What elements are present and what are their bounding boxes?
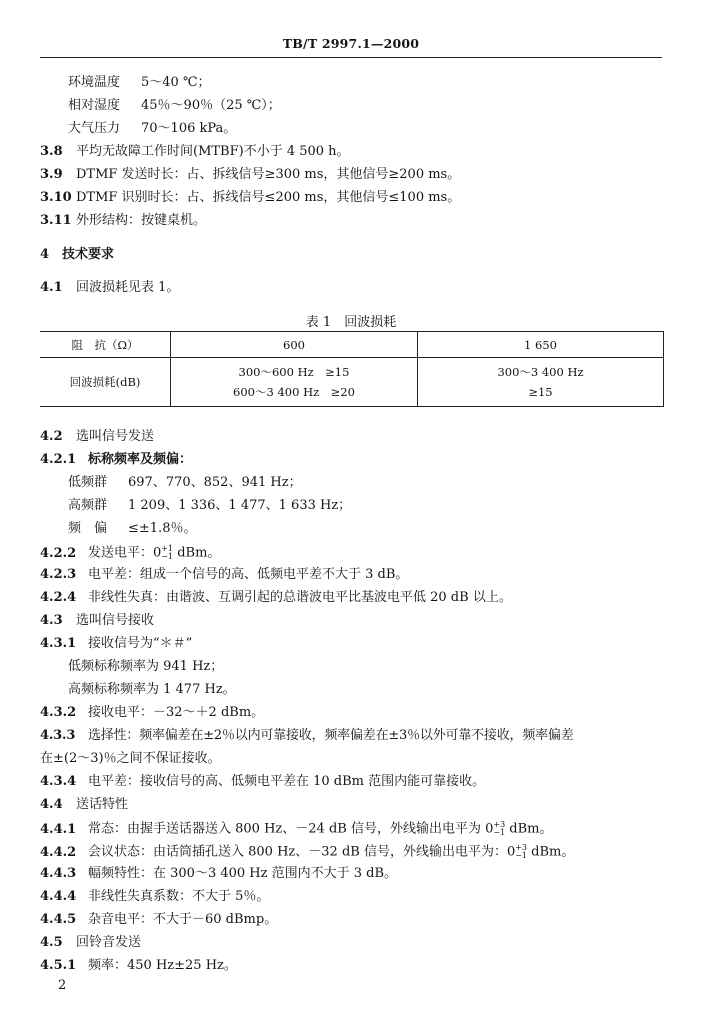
receive-low-freq-line: 低频标称频率为 941 Hz； <box>68 659 224 674</box>
clause-number: 4.4.3 <box>40 866 77 881</box>
tolerance-stack <box>515 844 527 860</box>
clause-text-suffix: dBm。 <box>505 821 553 837</box>
tolerance-stack <box>161 545 173 561</box>
clause-number: 4.2.4 <box>40 590 77 605</box>
clause-number: 4.2.3 <box>40 567 77 582</box>
freq-high-value: 1 209、1 336、1 477、1 633 Hz； <box>128 498 352 513</box>
clause-4-3-3-continuation: 在±(2～3)％之间不保证接收。 <box>40 751 221 766</box>
env-temperature-label: 环境温度 <box>68 75 121 90</box>
clause-number: 4.2.1 <box>40 452 77 467</box>
clause-number: 4.5 <box>40 935 63 950</box>
clause-number: 3.11 <box>40 213 72 228</box>
clause-4-4-5 <box>40 913 277 926</box>
clause-4-5-1 <box>40 959 237 972</box>
clause-text-suffix: dBm。 <box>173 545 221 561</box>
clause-text: 回铃音发送 <box>76 935 142 950</box>
clause-text: 接收电平：－32～＋2 dBm。 <box>88 705 265 720</box>
clause-number: 4.4.1 <box>40 821 77 837</box>
clause-number: 4.2 <box>40 429 63 444</box>
clause-number: 4.3.2 <box>40 705 77 720</box>
clause-4-3-2 <box>40 706 264 719</box>
env-humidity-label: 相对湿度 <box>68 98 121 113</box>
env-pressure-line <box>68 122 236 135</box>
clause-text: 平均无故障工作时间(MTBF)不小于 4 500 h。 <box>76 144 350 159</box>
clause-text: 非线性失真：由谐波、互调引起的总谐波电平比基波电平低 20 dB 以上。 <box>88 590 512 605</box>
clause-4-3-1 <box>40 637 192 650</box>
receive-high-freq-line: 高频标称频率为 1 477 Hz。 <box>68 682 236 697</box>
clause-4-2-1 <box>40 453 192 466</box>
table-cell-line: ≥15 <box>528 385 553 399</box>
clause-number: 4.2.2 <box>40 545 77 561</box>
clause-text-prefix: 发送电平：0 <box>88 545 162 561</box>
clause-4-3-4 <box>40 775 485 788</box>
clause-4-5 <box>40 936 141 949</box>
env-pressure-value: 70～106 kPa。 <box>141 121 237 136</box>
clause-text: 杂音电平：不大于－60 dBmp。 <box>88 912 278 927</box>
clause-3-11 <box>40 214 206 227</box>
tolerance-plus: +1 <box>161 544 174 553</box>
clause-3-8 <box>40 145 350 158</box>
clause-text: 回波损耗见表 1。 <box>76 280 180 295</box>
tolerance-plus: +3 <box>493 820 506 829</box>
clause-4-4-4 <box>40 890 269 903</box>
clause-text: 选叫信号发送 <box>76 429 155 444</box>
clause-3-9 <box>40 168 460 181</box>
table-1-caption: 表 1 回波损耗 <box>305 315 397 330</box>
table-cell-line: 300～3 400 Hz <box>497 365 584 379</box>
clause-4-2-4 <box>40 591 512 604</box>
freq-low-line <box>68 476 302 489</box>
clause-4-3 <box>40 614 154 627</box>
clause-number: 4.4 <box>40 797 63 812</box>
clause-4-4 <box>40 798 128 811</box>
clause-4-2-2 <box>40 545 220 561</box>
table-impedance-label: 阻 抗（Ω） <box>40 332 171 358</box>
section-number: 4 <box>40 247 50 262</box>
clause-text: 频率：450 Hz±25 Hz。 <box>88 958 237 973</box>
freq-low-value: 697、770、852、941 Hz； <box>128 475 302 490</box>
clause-number: 3.10 <box>40 190 72 205</box>
env-humidity-value: 45％～90％（25 ℃）； <box>141 98 281 113</box>
clause-number: 3.8 <box>40 144 63 159</box>
clause-text: 电平差：接收信号的高、低频电平差在 10 dBm 范围内能可靠接收。 <box>88 774 486 789</box>
page-number: 2 <box>58 978 67 993</box>
clause-text: DTMF 识别时长：占、拆线信号≤200 ms，其他信号≤100 ms。 <box>76 190 461 205</box>
table-cell-line: 600～3 400 Hz ≥20 <box>233 385 355 399</box>
clause-text: 选择性：频率偏差在±2％以内可靠接收，频率偏差在±3％以外可靠不接收，频率偏差 <box>88 728 574 743</box>
clause-number: 3.9 <box>40 167 63 182</box>
section-title: 技术要求 <box>62 247 115 262</box>
clause-number: 4.5.1 <box>40 958 77 973</box>
clause-text: 电平差：组成一个信号的高、低频电平差不大于 3 dB。 <box>88 567 409 582</box>
tolerance-minus: −1 <box>515 851 528 860</box>
table-impedance-600: 600 <box>171 332 418 358</box>
clause-text: 接收信号为“＊＃” <box>88 636 193 651</box>
clause-4-4-3 <box>40 867 397 880</box>
table-cell-line: 300～600 Hz ≥15 <box>238 365 350 379</box>
clause-text: 幅频特性：在 300～3 400 Hz 范围内不大于 3 dB。 <box>88 866 398 881</box>
clause-4-3-3 <box>40 729 574 742</box>
env-humidity-line <box>68 99 281 112</box>
clause-4-2-3 <box>40 568 408 581</box>
clause-text: DTMF 发送时长：占、拆线信号≥300 ms，其他信号≥200 ms。 <box>76 167 461 182</box>
tolerance-stack <box>493 821 505 837</box>
env-pressure-label: 大气压力 <box>68 121 121 136</box>
clause-text: 送话特性 <box>76 797 129 812</box>
freq-high-label: 高频群 <box>68 498 108 513</box>
clause-number: 4.1 <box>40 280 63 295</box>
tolerance-minus: −1 <box>161 552 174 561</box>
clause-number: 4.3.3 <box>40 728 76 743</box>
clause-text: 选叫信号接收 <box>76 613 155 628</box>
clause-number: 4.4.4 <box>40 889 77 904</box>
freq-low-label: 低频群 <box>68 475 108 490</box>
clause-text: 标称频率及频偏： <box>88 452 193 467</box>
env-temperature-value: 5～40 ℃； <box>141 75 211 90</box>
clause-number: 4.4.5 <box>40 912 77 927</box>
page-header: TB/T 2997.1—2000 <box>282 36 420 51</box>
env-temperature-line <box>68 76 211 89</box>
table-return-loss-600 <box>171 358 418 407</box>
clause-3-10 <box>40 191 460 204</box>
clause-text-prefix: 会议状态：由话筒插孔送入 800 Hz、－32 dB 信号，外线输出电平为：0 <box>88 844 516 860</box>
tolerance-minus: −1 <box>493 828 506 837</box>
freq-deviation-line <box>68 522 196 535</box>
freq-high-line <box>68 499 351 512</box>
clause-text: 外形结构：按键桌机。 <box>76 213 207 228</box>
tolerance-plus: +3 <box>515 843 528 852</box>
clause-number: 4.3.1 <box>40 636 77 651</box>
clause-4-4-2 <box>40 844 574 860</box>
table-return-loss-label: 回波损耗(dB) <box>40 358 171 407</box>
clause-text: 非线性失真系数：不大于 5％。 <box>88 889 270 904</box>
section-4-heading <box>40 248 114 261</box>
table-return-loss-1650 <box>418 358 664 407</box>
clause-4-1 <box>40 281 179 294</box>
clause-4-4-1 <box>40 821 553 837</box>
clause-4-2 <box>40 430 154 443</box>
freq-deviation-value: ≤±1.8％。 <box>128 521 197 536</box>
table-1-return-loss <box>40 331 664 407</box>
clause-number: 4.4.2 <box>40 844 77 860</box>
clause-text-prefix: 常态：由握手送话器送入 800 Hz、－24 dB 信号，外线输出电平为 0 <box>88 821 494 837</box>
clause-number: 4.3 <box>40 613 63 628</box>
header-rule <box>40 57 662 58</box>
table-impedance-1650: 1 650 <box>418 332 664 358</box>
freq-deviation-label: 频 偏 <box>68 521 108 536</box>
clause-number: 4.3.4 <box>40 774 77 789</box>
clause-text-suffix: dBm。 <box>527 844 575 860</box>
